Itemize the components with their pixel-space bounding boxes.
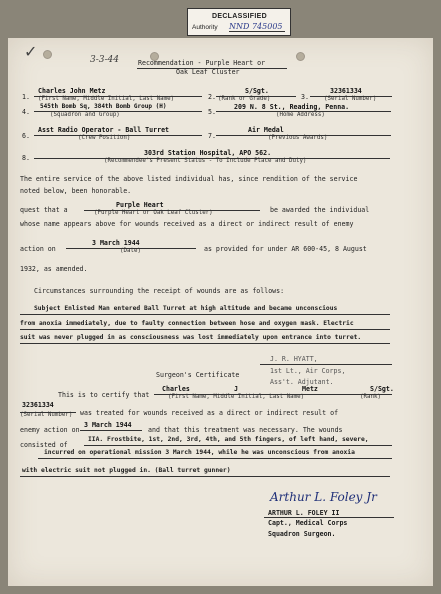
form-title-line2: Oak Leaf Cluster [176,68,240,76]
treatment-text: and that this treatment was necessary. The wounds [148,426,343,434]
surgeon-first-name: Charles [162,385,190,393]
declassified-stamp [187,8,291,36]
squadron-group: 545th Bomb Sq, 384th Bomb Group (H) [40,103,167,110]
recommendee-name: Charles John Metz [38,87,106,95]
present-status: 303rd Station Hospital, APO 562. [144,149,272,157]
action-date: 3 March 1944 [92,239,140,247]
circumstances-text-3: suit was never plugged in as consciousness was lost immediately upon entrance into turret. [20,334,362,341]
squadron-label: (Squadron and Group) [50,112,120,118]
punch-hole-right [296,52,305,61]
surgeon-serial-label: (Serial Number) [20,412,73,418]
award-type-label: (Purple Heart or Oak Leaf Cluster) [94,210,213,216]
field-number-1: 1. [22,93,30,101]
field-number-3: 3. [301,93,309,101]
wound-description-2: incurred on operational mission 3 March 1944, while he was unconscious from anoxia [44,449,355,456]
surgeon-rank: S/Sgt. [370,385,394,393]
surgeon-sig-rank: Capt., Medical Corps [268,519,348,527]
status-label: (Recommendee's Present Status - To Include Place and Duty) [104,158,307,164]
surgeon-serial: 32361334 [22,401,54,409]
surgeon-date: 3 March 1944 [84,421,132,429]
field-number-6: 6. [22,132,30,140]
service-line-2: noted below, been honorable. [20,187,132,195]
crew-position-label: (Crew Position) [78,135,131,141]
surgeon-last-name: Metz [302,385,318,393]
provided-text: as provided for under AR 600-45, 8 August [204,245,367,253]
surgeon-sig-title: Squadron Surgeon. [268,530,336,538]
crew-position: Asst Radio Operator - Ball Turret [38,126,170,134]
address-label: (Home Address) [276,112,325,118]
surgeon-name-label: (First Name, Middle Initial, Last Name) [168,394,305,400]
surgeon-rank-label: (Rank) [360,394,381,400]
circumstances-line: Circumstances surrounding the receipt of wounds are as follows: [34,287,285,295]
stamp-authority-label: Authority [192,24,218,31]
form-title-line1: Recommendation - Purple Heart or [138,59,266,67]
enemy-action-text: enemy action on [20,426,80,434]
field-number-4: 4. [22,108,30,116]
action-date-label: (Date) [120,248,141,254]
serial-label: (Serial Number) [324,96,377,102]
field-number-5: 5. [208,108,216,116]
stamp-authority-value: NND 745005 [229,22,285,32]
home-address: 209 N. 8 St., Reading, Penna. [234,103,350,111]
stamp-title: DECLASSIFIED [212,13,267,20]
adjutant-name: J. R. HYATT, [270,355,318,363]
wound-description-1: IIA. Frostbite, 1st, 2nd, 3rd, 4th, and 5th fingers, of left hand, severe, [88,436,369,443]
recommendee-rank: S/Sgt. [245,87,269,95]
surgeon-signature: Arthur L. Foley Jr [270,490,377,504]
check-mark: ✓ [24,42,38,61]
document-page [8,38,433,586]
punch-hole-left [43,50,52,59]
consisted-of-text: consisted of [20,441,68,449]
wound-description-3: with electric suit not plugged in. (Ball turret gunner) [22,467,231,474]
name-label: (First Name, Middle Initial, Last Name) [38,96,175,102]
adjutant-title: Ass't. Adjutant. [270,378,334,386]
awards-label: (Previous Awards) [268,135,328,141]
rank-label: (Rank or Grade) [218,96,271,102]
circumstances-text-1: Subject Enlisted Man entered Ball Turret at high altitude and became unconscious [34,305,338,312]
surgeon-heading: Surgeon's Certificate [156,371,240,379]
certify-prefix: This is to certify that [58,391,150,399]
treated-text: was treated for wounds received as a direct or indirect result of [80,409,339,417]
year-line: 1932, as amended. [20,265,88,273]
request-suffix: be awarded the individual [270,206,370,214]
previous-awards: Air Medal [248,126,284,134]
adjutant-rank: 1st Lt., Air Corps, [270,367,346,375]
field-number-7: 7. [208,132,216,140]
service-line-1: The entire service of the above listed individual has, since rendition of the service [20,175,358,183]
request-prefix: quest that a [20,206,68,214]
field-number-2: 2. [208,93,216,101]
award-type: Purple Heart [116,201,164,209]
serial-number: 32361334 [330,87,362,95]
whose-line: whose name appears above for wounds received as a direct or indirect result of enemy [20,220,354,228]
surgeon-middle-initial: J [234,385,238,393]
circumstances-text-2: from anoxia immediately, due to faulty connection between hose and oxygen mask. Electric [20,320,354,327]
field-number-8: 8. [22,154,30,162]
surgeon-sig-name: ARTHUR L. FOLEY II [268,509,340,517]
handwritten-date: 3-3-44 [90,55,119,65]
action-on-text: action on [20,245,56,253]
